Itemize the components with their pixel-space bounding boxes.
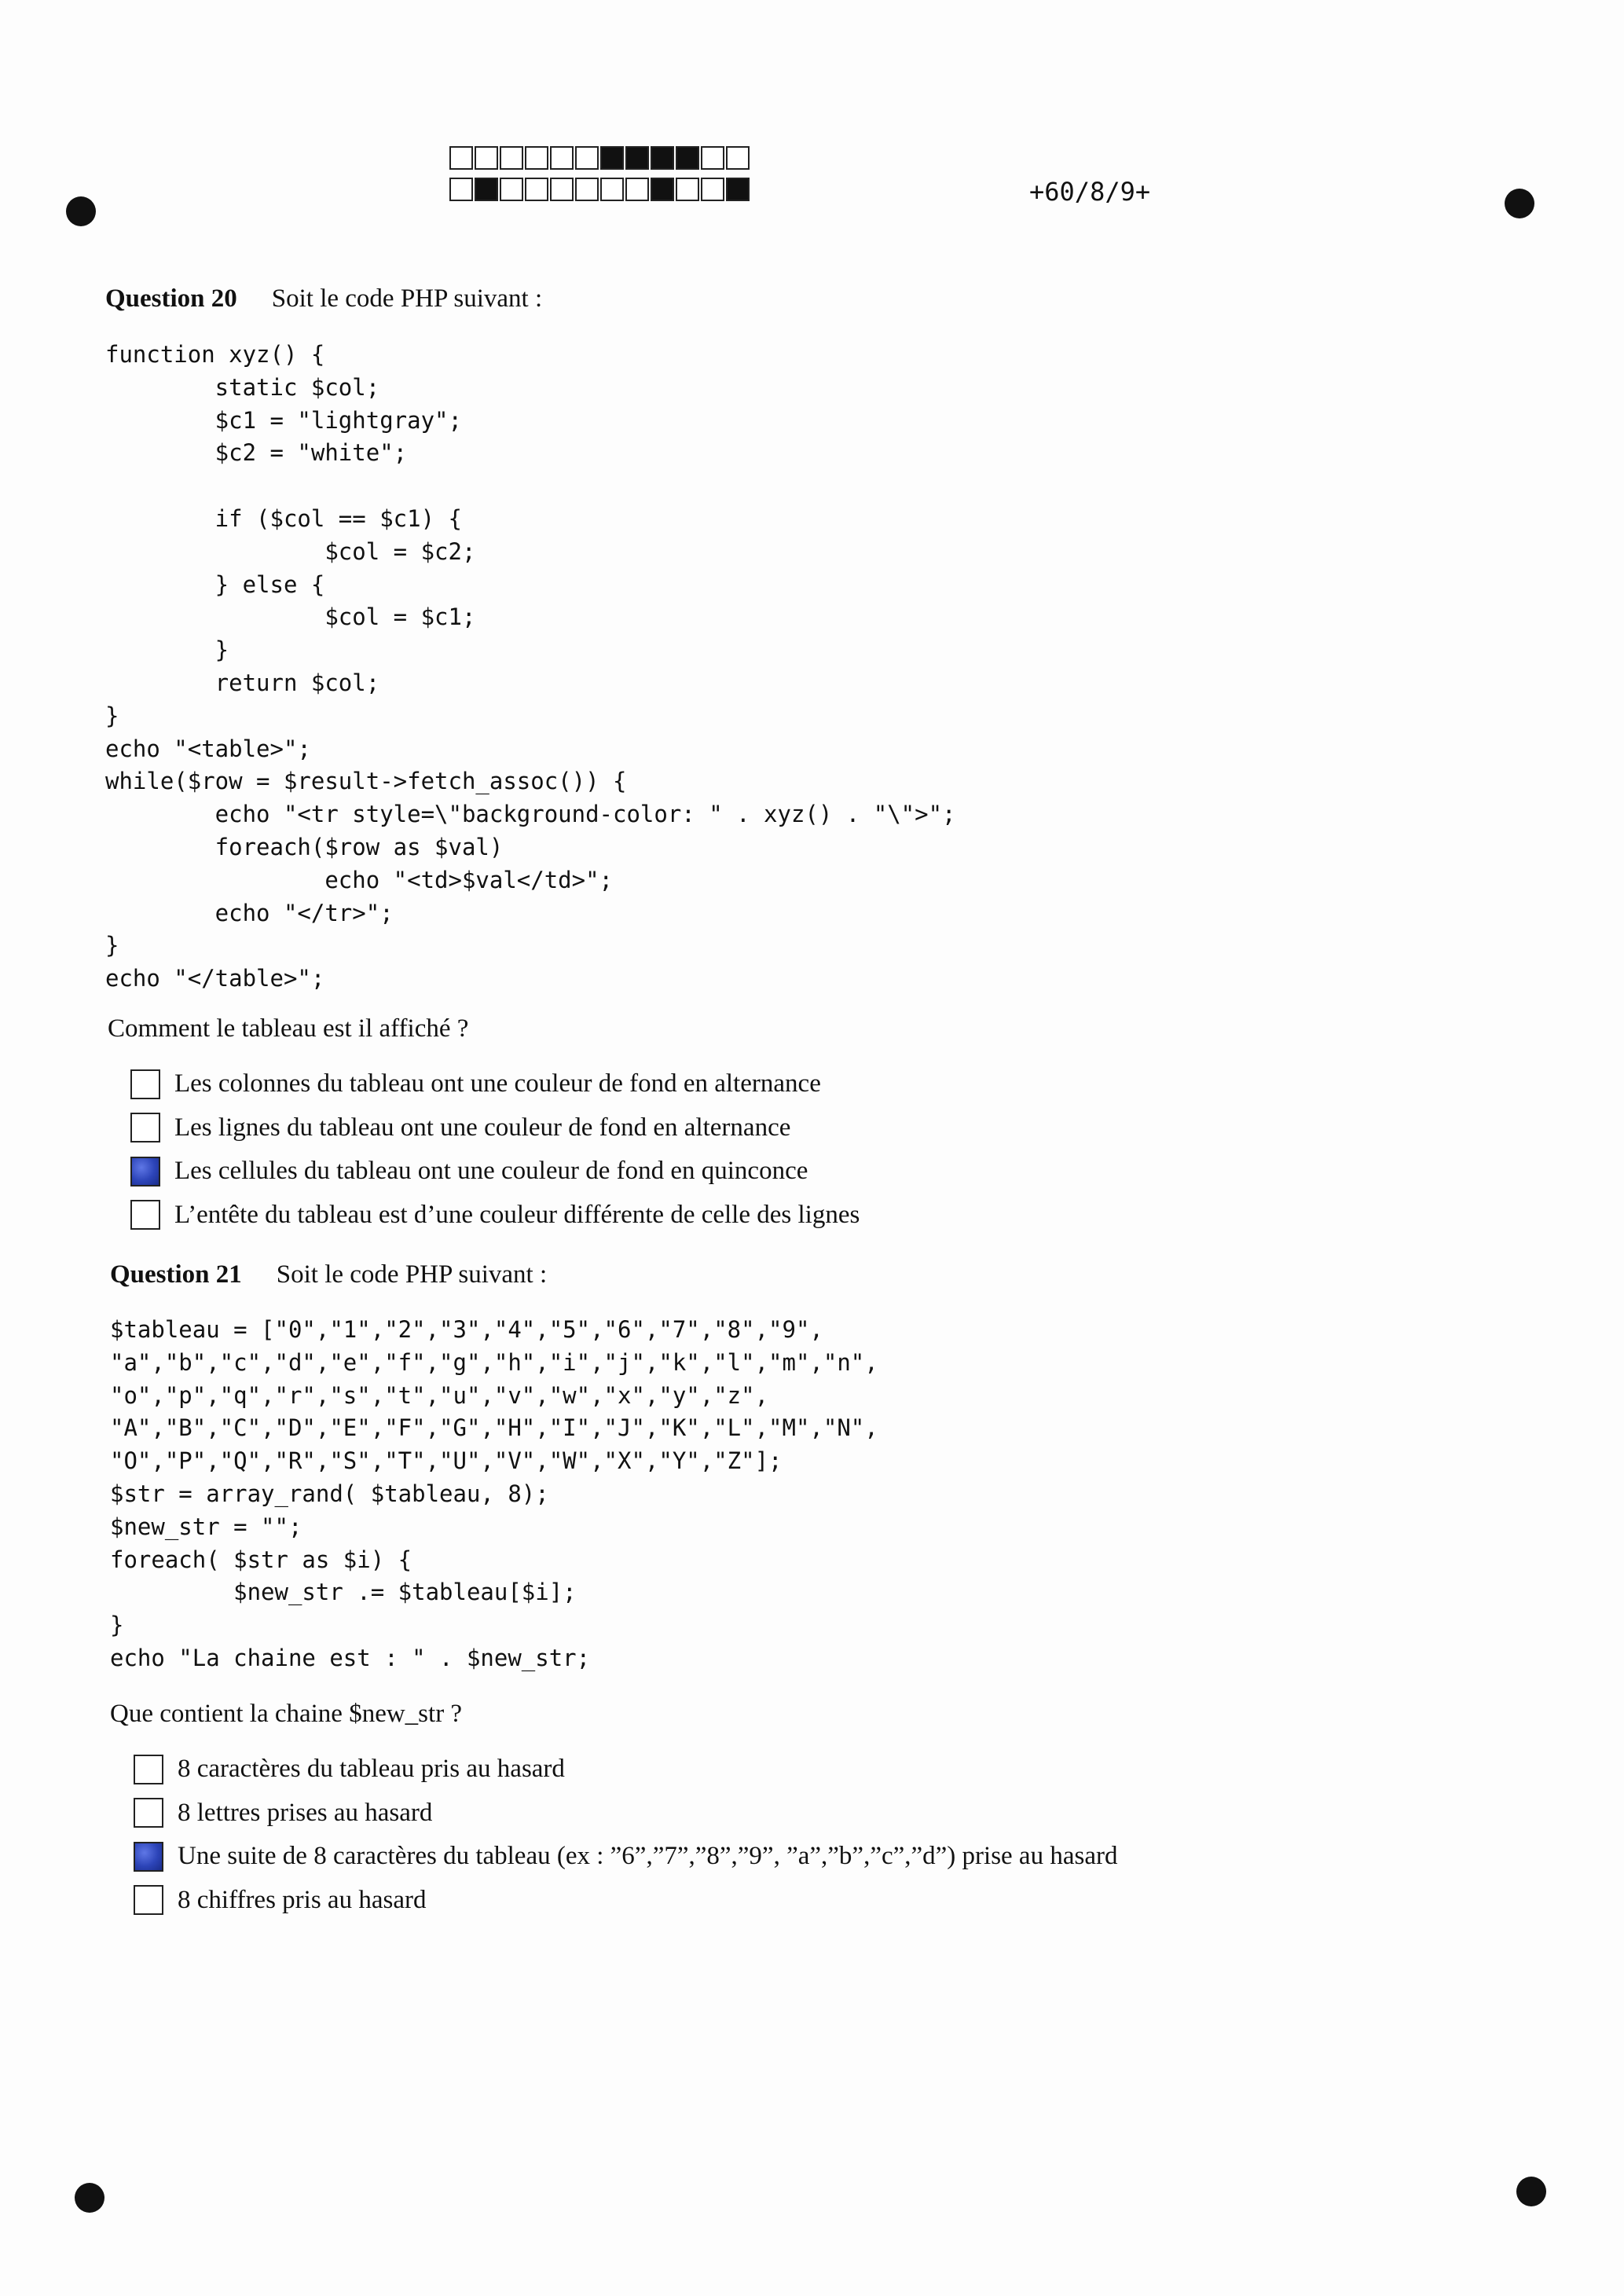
answer-option[interactable] <box>134 1748 1117 1792</box>
id-grid-row <box>449 178 751 203</box>
question-intro: Soit le code PHP suivant : <box>271 284 543 313</box>
answer-label: 8 chiffres pris au hasard <box>178 1885 427 1914</box>
id-grid-cell <box>475 146 498 170</box>
answer-label: 8 lettres prises au hasard <box>178 1798 433 1827</box>
id-grid-cell-filled <box>625 146 649 170</box>
answer-label: Les lignes du tableau ont une couleur de fond en alternance <box>174 1113 791 1142</box>
id-grid-cell-filled <box>676 146 699 170</box>
answer-label: 8 caractères du tableau pris au hasard <box>178 1755 565 1784</box>
student-id-grid <box>449 146 751 209</box>
page-identifier: +60/8/9+ <box>1029 177 1151 207</box>
question-20-answers <box>130 1062 860 1237</box>
answer-checkbox-checked[interactable] <box>130 1157 160 1187</box>
id-grid-cell-filled <box>651 146 674 170</box>
registration-mark-bottom-right <box>1516 2177 1546 2206</box>
answer-option[interactable] <box>130 1062 860 1106</box>
id-grid-cell <box>625 178 649 201</box>
answer-checkbox[interactable] <box>130 1069 160 1099</box>
id-grid-cell <box>525 146 548 170</box>
answer-label: Les colonnes du tableau ont une couleur de fond en alternance <box>174 1069 821 1098</box>
question-21-code: $tableau = ["0","1","2","3","4","5","6","7","8","9", "a","b","c","d","e","f","g","h","i","j","k","l","m","n", "o","p","q","r","s","t","u","v","w","x","y","z", "A","B","C","D","E","F","G","H","I","J","K","L","M","N", "O","P","Q","R","S","T","U","V","W","X","Y","Z"]; $str = array_rand( $tableau, 8); $new_str = ""; foreach( $str as $i) { $new_str .= $tableau[$i]; } echo "La chaine est : " . $new_str; <box>110 1316 878 1671</box>
answer-checkbox[interactable] <box>134 1798 163 1828</box>
answer-option[interactable] <box>130 1194 860 1238</box>
id-grid-cell <box>500 146 523 170</box>
id-grid-cell <box>449 178 473 201</box>
answer-label: L’entête du tableau est d’une couleur différente de celle des lignes <box>174 1200 860 1229</box>
id-grid-cell <box>449 146 473 170</box>
question-number: Question 21 <box>110 1260 242 1289</box>
question-intro: Soit le code PHP suivant : <box>276 1260 548 1289</box>
id-grid-cell <box>575 178 599 201</box>
answer-label: Une suite de 8 caractères du tableau (ex : ”6”,”7”,”8”,”9”, ”a”,”b”,”c”,”d”) prise au hasard <box>178 1842 1118 1871</box>
answer-option[interactable] <box>134 1879 1117 1923</box>
id-grid-cell <box>550 146 574 170</box>
question-20-code: function xyz() { static $col; $c1 = "lightgray"; $c2 = "white"; if ($col == $c1) { $col = $c2; } else { $col = $c1; } return $col; } echo "<table>"; while($row = $result->fetch_assoc()) { echo "<tr style=\"background-color: " . xyz() . "\">"; foreach($row as $val) echo "<td>$val</td>"; echo "</tr>"; } echo "</table>"; <box>105 341 956 992</box>
registration-mark-top-right <box>1505 189 1534 218</box>
id-grid-cell <box>525 178 548 201</box>
id-grid-cell <box>550 178 574 201</box>
answer-option[interactable] <box>134 1792 1117 1836</box>
question-20-prompt: Comment le tableau est il affiché ? <box>108 1014 469 1043</box>
id-grid-cell <box>726 146 750 170</box>
answer-checkbox[interactable] <box>130 1113 160 1142</box>
question-21-answers <box>134 1748 1117 1922</box>
id-grid-row <box>449 146 751 171</box>
id-grid-cell-filled <box>600 146 624 170</box>
id-grid-cell <box>600 178 624 201</box>
answer-checkbox[interactable] <box>134 1885 163 1915</box>
id-grid-cell <box>701 178 724 201</box>
id-grid-cell <box>701 146 724 170</box>
id-grid-cell-filled <box>475 178 498 201</box>
answer-option[interactable] <box>130 1106 860 1150</box>
answer-label: Les cellules du tableau ont une couleur de fond en quinconce <box>174 1157 808 1186</box>
question-number: Question 20 <box>105 284 237 313</box>
registration-mark-top-left <box>66 196 96 226</box>
answer-checkbox[interactable] <box>134 1755 163 1784</box>
id-grid-cell <box>575 146 599 170</box>
id-grid-cell-filled <box>726 178 750 201</box>
answer-option[interactable] <box>134 1835 1117 1879</box>
id-grid-cell <box>500 178 523 201</box>
registration-mark-bottom-left <box>75 2183 104 2213</box>
id-grid-cell-filled <box>651 178 674 201</box>
answer-checkbox[interactable] <box>130 1200 160 1230</box>
question-21-title <box>110 1260 547 1289</box>
question-20-title <box>105 284 542 314</box>
question-21-prompt: Que contient la chaine $new_str ? <box>110 1700 463 1728</box>
answer-option[interactable] <box>130 1150 860 1194</box>
answer-checkbox-checked[interactable] <box>134 1842 163 1872</box>
id-grid-cell <box>676 178 699 201</box>
